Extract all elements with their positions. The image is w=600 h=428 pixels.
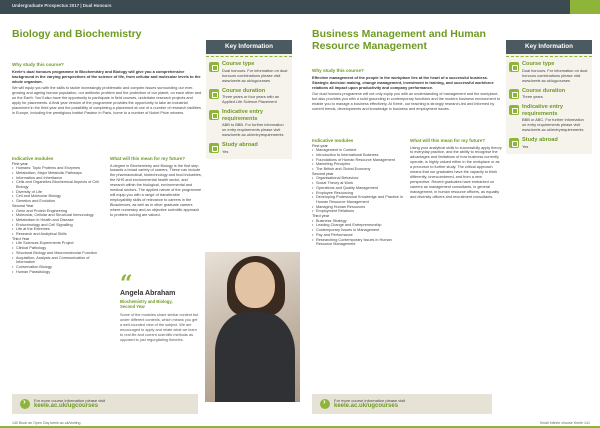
- module-item: • Researching Contemporary Issues in Human Resource Management: [312, 238, 404, 247]
- first-year-label: First year: [12, 161, 28, 166]
- third-year-list: [12, 241, 104, 274]
- key-information-panel: [206, 40, 292, 159]
- module-item: • Cells and Organelles Biochemical Aspects of Cell Biology: [12, 180, 104, 189]
- module-item: • Gene and Protein Engineering: [12, 209, 104, 214]
- why-study-lead-right: Effective management of the people in the workplace lies at the heart of a successful business. Strategic decision making, change management, investment in training, and successful workforce relations all impact upon productivity and company performance.: [312, 75, 494, 90]
- course-type-icon: [509, 62, 519, 72]
- course-type-icon: [209, 62, 219, 72]
- top-bar: [0, 0, 300, 14]
- third-year-list-right: [312, 219, 404, 247]
- module-item: • Employment Relations: [312, 209, 404, 214]
- abroad-section: [206, 139, 292, 156]
- entry-text: ABB to BBB. For further information on entry requirements please visit www.keele.ac.uk/entryrequirements: [222, 122, 284, 137]
- module-item: • Humans: Topic Proteins and Enzymes: [12, 166, 104, 171]
- module-item: • Clinical Pathology: [12, 246, 104, 251]
- module-item: • Leading Change and Entrepreneurship: [312, 223, 404, 228]
- module-item: • Contemporary Issues in Management: [312, 228, 404, 233]
- course-type-title: Course type: [222, 61, 255, 67]
- student-course-name: Biochemistry and Biology,: [120, 299, 173, 304]
- entry-section: [206, 106, 292, 139]
- module-item: • Metabolism, Major Metabolic Pathways: [12, 171, 104, 176]
- duration-text-right: Three years: [522, 94, 543, 99]
- student-course: [120, 299, 173, 309]
- why-study-body: We will equip you with the skills to tackle increasingly problematic and complex issues surrounding our ever-growing and ageing human population, our antibiotic problem and the protection of our planet, on each other and on the Earth. You'll also have the opportunity to participate in field courses, undertake research projects and apply for placements. A final year version of the programme provides the opportunity to take an industrial placement in the third year and the possibility of completing a placement at one of a number of research facilities in Europe, including the prestigious Institut Pasteur in Paris, home to a number of Nobel Prize winners.: [12, 86, 202, 115]
- module-item: • Pay and Performance: [312, 233, 404, 238]
- why-study-section-right: [312, 68, 502, 112]
- entry-text-right: BBB or ABC. For further information on entry requirements please visit www.keele.ac.uk/entryrequirements: [522, 117, 584, 132]
- modules-column-right: [312, 138, 404, 247]
- duration-title-right: Course duration: [522, 87, 566, 94]
- modules-and-future-right: [312, 138, 502, 247]
- future-text: A degree in Biochemistry and Biology is the first step towards a broad variety of careers. These can include the pharmaceutical, biotechnology and food industries, the NHS and environmental health sector, and research within the biological, environmental and medical sectors. The applied nature of the programme will equip you with a range of transferable employability skills of relevance to careers in the Biosciences, as well as in other graduate careers where numeracy and an objective scientific approach to problem solving are valued.: [110, 163, 202, 217]
- module-item: • Life at the Extremes: [12, 227, 104, 232]
- course-type-section: [206, 58, 292, 85]
- modules-title-right: Indicative modules: [312, 138, 354, 143]
- why-study-lead: Keele's dual honours programme in Biochemistry and Biology will give you a comprehensive background in the varying perspectives of the science of life, from cellular and molecular levels to the whole organism.: [12, 69, 201, 84]
- student-year: Second Year: [120, 304, 146, 309]
- first-year-list-right: [312, 148, 404, 172]
- footer-callout: [12, 394, 198, 414]
- abroad-section-right: [506, 134, 592, 151]
- module-item: • Marketing Principles: [312, 162, 404, 167]
- entry-title: Indicative entry requirements: [222, 109, 264, 122]
- entry-title-right: Indicative entry requirements: [522, 104, 564, 117]
- student-quote: Some of the modules share similar content but under different contexts, which means you get a well-rounded view of the subject. We are encouraged to apply and relate what we learn to real life and current scientific methods as opposed to just regurgitating theories.: [120, 313, 199, 342]
- module-item: • Business Strategy: [312, 219, 404, 224]
- module-item: • Employee Resourcing: [312, 191, 404, 196]
- course-type-title-right: Course type: [522, 61, 555, 67]
- second-year-label-right: Second year: [312, 171, 334, 176]
- key-information-heading-right: Key Information: [506, 40, 592, 54]
- module-item: • Introduction to International Business: [312, 153, 404, 158]
- entry-section-right: [506, 101, 592, 134]
- course-type-text: Dual honours. For information on dual honours combinations please visit www.keele.ac.uk/ugcourses: [222, 67, 288, 83]
- right-page: [300, 0, 600, 428]
- module-item: • Cell and Molecular Biology: [12, 194, 104, 199]
- first-year-label-right: First year: [312, 143, 328, 148]
- third-year-label-right: Third year: [312, 214, 330, 219]
- quote-mark-icon: “: [120, 271, 133, 297]
- second-year-label: Second Year: [12, 203, 34, 208]
- duration-section: [206, 85, 292, 107]
- globe-icon: [509, 138, 519, 148]
- key-information-panel-right: [506, 40, 592, 154]
- page-number: 140 Book an Open Day keele.ac.uk/visiting: [12, 421, 81, 425]
- modules-title: Indicative modules: [12, 156, 54, 161]
- course-title-right: Business Management and Human Resource Management: [312, 28, 486, 52]
- footer-link[interactable]: keele.ac.uk/ugcourses: [34, 403, 99, 409]
- course-type-section-right: [506, 58, 592, 85]
- clock-icon: [209, 89, 219, 99]
- arrow-circle-icon: [20, 399, 30, 409]
- why-study-title-right: Why study this course?: [312, 68, 364, 73]
- module-item: • Molecular, Cellular and Structural Immunology: [12, 213, 104, 218]
- course-title: Biology and Biochemistry: [12, 28, 142, 40]
- module-item: • Operations and Quality Management: [312, 186, 404, 191]
- future-title-right: What will this mean for my future?: [410, 138, 486, 143]
- top-bar-accent: [570, 0, 600, 14]
- top-bar-right: [300, 0, 600, 14]
- module-item: • Endocrinology and Cell Signalling: [12, 223, 104, 228]
- abroad-text-right: Yes: [522, 143, 529, 149]
- module-item: • Metabolism in Health and Disease: [12, 218, 104, 223]
- modules-and-future: [12, 156, 202, 274]
- future-title: What will this mean for my future?: [110, 156, 186, 161]
- running-header: Undergraduate Prospectus 2017 | Dual Honours: [12, 3, 112, 8]
- abroad-title: Study abroad: [222, 142, 258, 148]
- module-item: • Human Parasitology: [12, 270, 104, 275]
- page-number-right: Small Infinite choose Keele 141: [539, 421, 590, 425]
- globe-icon: [209, 143, 219, 153]
- second-year-list-right: [312, 176, 404, 214]
- module-item: • Foundations of Human Resource Management: [312, 158, 404, 163]
- module-item: • The British and Global Economy: [312, 167, 404, 172]
- duration-text: Three years or four years with an Applied Life Science Placement: [222, 94, 280, 104]
- module-item: • Organisational Behaviour: [312, 176, 404, 181]
- module-item: • Information and Inheritance: [12, 176, 104, 181]
- footer-callout-right: [312, 394, 492, 414]
- arrow-circle-icon: [320, 399, 330, 409]
- module-item: • Structural Biology and Macromolecular Function: [12, 251, 104, 256]
- future-column: [110, 156, 202, 274]
- duration-section-right: [506, 85, 592, 102]
- module-item: • Management in Context: [312, 148, 404, 153]
- module-item: • Developing Professional Knowledge and Practice in Human Resource Management: [312, 195, 404, 204]
- footer-text-right: For more course information please visit: [334, 398, 406, 403]
- second-year-list: [12, 209, 104, 237]
- module-item: • Life Sciences Experiments Project: [12, 241, 104, 246]
- module-item: • Research and Analytical Skills: [12, 232, 104, 237]
- student-name: Angela Abraham: [120, 290, 176, 297]
- footer-text: For more course information please visit: [34, 398, 106, 403]
- module-item: • Acquisition, Analysis and Communication of Information: [12, 256, 104, 265]
- module-item: • Genetics and Evolution: [12, 199, 104, 204]
- modules-column: [12, 156, 104, 274]
- duration-title: Course duration: [222, 87, 266, 94]
- future-text-right: Using your analytical skills to successfully apply theory to everyday practice, and the ability to recognise the advantages and limitations of how business currently operate, is highly valued either in the workplace or as a precursor to further study. The critical approach means that our graduates have the capacity to think differently, unencumbered, and from a new perspective. Recent graduates have embarked on careers as management consultants, in general management, in human resource officers, as equality and diversity officers and recruitment consultants.: [410, 145, 502, 199]
- key-information-heading: Key Information: [206, 40, 292, 54]
- clock-icon: [509, 89, 519, 99]
- module-item: • Managing Human Resources: [312, 205, 404, 210]
- abroad-text: Yes: [222, 148, 229, 154]
- why-study-body-right: Our dual honours programme will not only equip you with an understanding of management and the workplace, but also provides you with a solid grounding in contemporary functions and the modern business environment to enable you to manage a business effectively. At Keele, our teaching is strongly research-led and informed by current trends, developments and knowledge in business and employment issues.: [312, 92, 501, 111]
- footer-link-right[interactable]: keele.ac.uk/ugcourses: [334, 403, 399, 409]
- future-column-right: [410, 138, 502, 247]
- course-type-text-right: Dual honours. For information on dual honours combinations please visit www.keele.ac.uk/ugcourses: [522, 67, 588, 83]
- entry-requirements-icon: [509, 105, 519, 115]
- why-study-title: Why study this course?: [12, 62, 64, 67]
- why-study-section: [12, 62, 202, 115]
- abroad-title-right: Study abroad: [522, 137, 558, 143]
- third-year-label: Third Year: [12, 236, 30, 241]
- entry-requirements-icon: [209, 110, 219, 120]
- first-year-list: [12, 166, 104, 204]
- module-item: • Diversity of Life: [12, 190, 104, 195]
- module-item: • Conservation Biology: [12, 265, 104, 270]
- module-item: • Social Theory at Work: [312, 181, 404, 186]
- student-photo: [205, 252, 300, 402]
